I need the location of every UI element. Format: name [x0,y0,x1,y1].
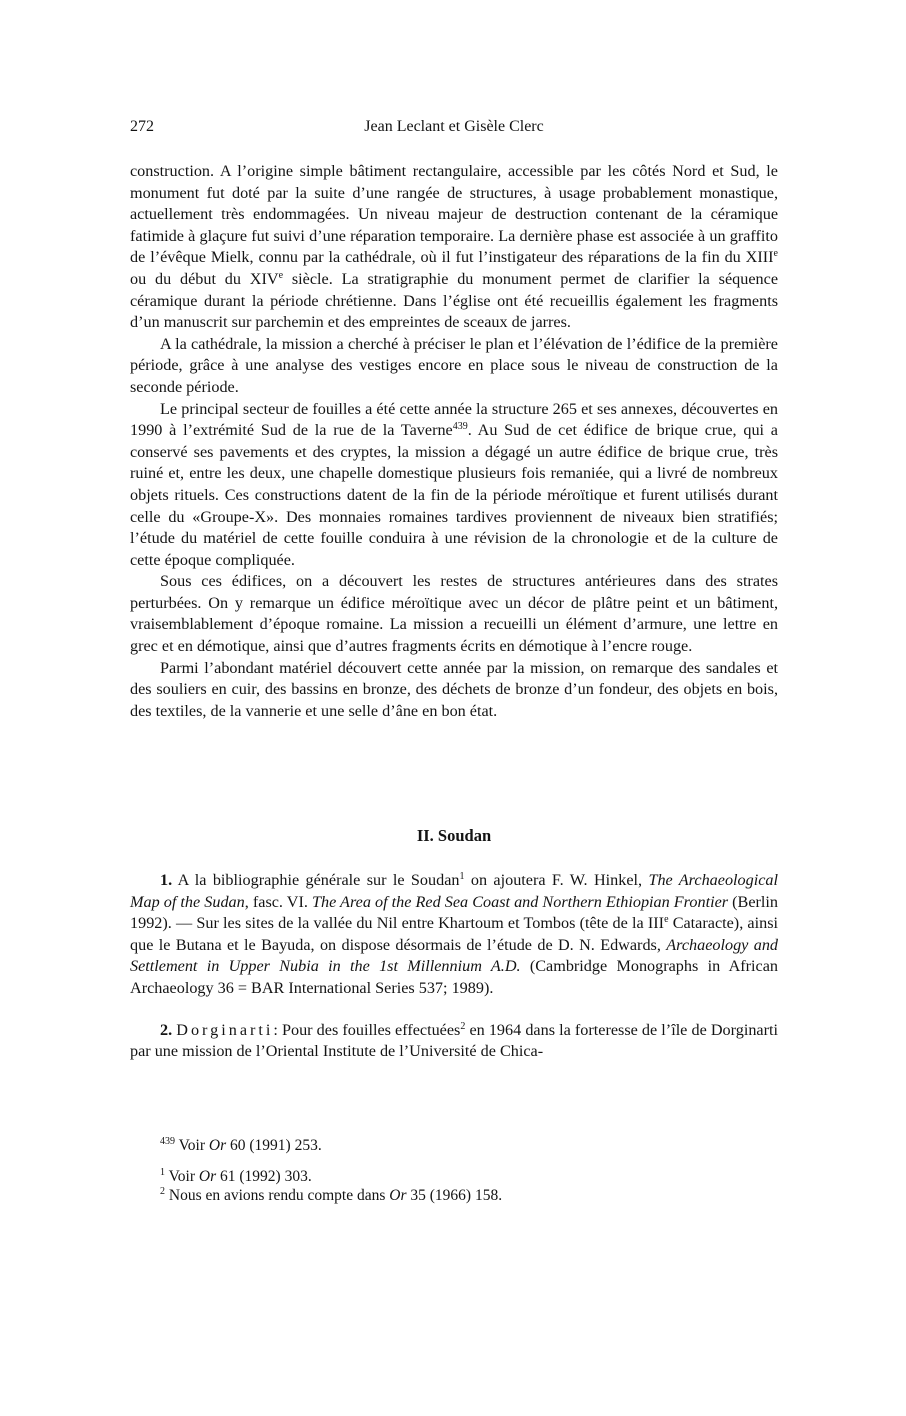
section-text [130,870,778,1063]
page-header [130,118,778,140]
footnote: $^{439}$ Voir Or 60 (1991) 253. [160,1136,322,1154]
paragraph: 2. Dorginarti: Pour des fouilles effectuées$^2$ en 1964 dans la forteresse de l’île de Dorginarti par une mission de l’Oriental Institute de l’Université de Chica- [130,1020,779,1061]
footnotes [160,1136,760,1205]
paragraph: Sous ces édifices, on a découvert les restes de structures antérieures dans des strates perturbées. On y remarque un édifice méroïtique avec un décor de plâtre peint et un bâtiment, vraisemblablement d’époque romaine. La mission a recueilli un élément d’armure, une lettre en grec et en démotique, ainsi que d’autres fragments écrits en démotique à l’encre rouge. [130,572,778,656]
footnote: $^2$ Nous en avions rendu compte dans Or 35 (1966) 158. [160,1186,503,1204]
body-text [130,161,778,722]
running-head: Jean Leclant et Gisèle Clerc [364,118,544,135]
paragraph: A la cathédrale, la mission a cherché à préciser le plan et l’élévation de l’édifice de la première période, grâce à une analyse des vestiges encore en place sous le niveau de construction de la seconde période. [130,334,778,396]
paragraph: 1. A la bibliographie générale sur le Soudan$^1$ on ajoutera F. W. Hinkel, The Archaeological Map of the Sudan, fasc. VI. The Area of the Red Sea Coast and Northern Ethiopian Frontier (Berlin 1992). — Sur les sites de la vallée du Nil entre Khartoum et Tombos (tête de la IIIe Cataracte), ainsi que le Butana et le Bayuda, on dispose désormais de l’étude de D. N. Edwards, Archaeology and Settlement in Upper Nubia in the 1st Millennium A.D. (Cambridge Monographs in African Archaeology 36 = BAR International Series 537; 1989). [130,871,779,997]
paragraph: Parmi l’abondant matériel découvert cette année par la mission, on remarque des sandales et des souliers en cuir, des bassins en bronze, des déchets de bronze d’un fondeur, des objets en bois, des textiles, de la vannerie et une selle d’âne en bon état. [130,658,778,720]
paragraph: construction. A l’origine simple bâtiment rectangulaire, accessible par les côtés Nord et Sud, le monument fut doté par la suite d’une rangée de structures, à usage probablement monastique, actuellement très endommagées. Un niveau majeur de destruction contenant de la céramique fatimide à glaçure fut suivi d’une réparation temporaire. La dernière phase est associée à un graffito de l’évêque Mielk, connu par la cathédrale, où il fut l’instigateur des réparations de la fin du XIIIe ou du début du XIVe siècle. La stratigraphie du monument permet de clarifier la séquence céramique durant la période chrétienne. Dans l’église ont été recueillis également les fragments d’un manuscrit sur parchemin et des empreintes de sceaux de jarres. [130,162,779,332]
site-name: Dorginarti [176,1020,274,1039]
footnote: $^1$ Voir Or 61 (1992) 303. [160,1167,312,1185]
footnote-ref[interactable]: 439 [452,421,468,433]
footnote-ref[interactable]: 1 [459,871,465,882]
paragraph: Le principal secteur de fouilles a été cette année la structure 265 et ses annexes, découvertes en 1990 à l’extrémité Sud de la rue de la Taverne$^{439}$. Au Sud de cet édifice de brique crue, qui a conservé ses pavements et des cryptes, la mission a dégagé un autre édifice de brique crue, très ruiné et, entre les deux, une chapelle domestique plusieurs fois remaniée, qui a livré de nombreux objets rituels. Ces constructions datent de la fin de la période méroïtique et furent utilisés durant celle du «Groupe-X». Des monnaies romaines tardives proviennent de niveaux bien stratifiés; l’étude du matériel de cette fouille conduira à une révision de la chronologie et de la culture de cette époque compliquée. [130,399,778,569]
section-heading: II. Soudan [416,826,492,845]
footnote-ref[interactable]: 2 [460,1020,466,1032]
page-number: 272 [130,118,154,135]
